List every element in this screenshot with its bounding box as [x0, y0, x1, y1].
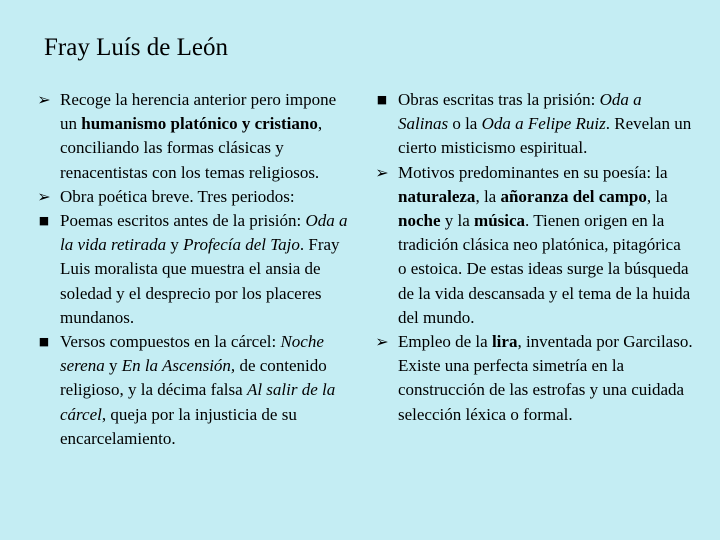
text-segment: Poemas escritos antes de la prisión: — [60, 211, 306, 231]
text-segment: . Revelan un cierto misticismo espiritual. — [398, 114, 692, 158]
text-segment: Profecía del Tajo — [183, 235, 300, 255]
text-segment: Motivos predominantes en su poesía: la — [398, 162, 668, 182]
text-segment: , la — [475, 186, 501, 206]
text-segment: Oda a Salinas — [398, 90, 642, 134]
text-segment: Al salir de la cárcel — [60, 380, 336, 424]
text-segment: y la — [440, 211, 475, 231]
left-column — [33, 88, 353, 451]
text-segment: , inventada por Garcilaso. Existe una perfecta simetría en la construcción de las estrofas y una cuidada selección léxica o formal. — [398, 332, 693, 424]
right-column — [371, 88, 693, 427]
text-segment: humanismo platónico y cristiano — [81, 114, 318, 134]
text-segment: Noche serena — [60, 332, 324, 376]
text-segment: , la — [646, 186, 668, 206]
bullet-item — [371, 330, 693, 427]
bullet-item — [33, 330, 353, 451]
slide-title: Fray Luís de León — [44, 34, 228, 61]
text-segment: y — [104, 356, 122, 376]
text-segment: naturaleza — [398, 186, 476, 206]
text-segment: En la Ascensión, — [121, 356, 236, 376]
square-bullet-icon: ■ — [376, 93, 388, 106]
text-segment: Versos compuestos en la cárcel: — [60, 332, 281, 352]
text-segment: añoranza del campo — [500, 186, 647, 206]
text-segment: , queja por la injusticia de su encarcelamiento. — [60, 404, 297, 448]
text-segment: Oda a Felipe Ruiz — [481, 114, 606, 134]
text-segment: , conciliando las formas clásicas y renacentistas con los temas religiosos. — [60, 114, 323, 182]
text-segment: Empleo de la — [398, 332, 492, 352]
arrow-bullet-icon: ➢ — [375, 332, 389, 352]
text-segment: Obras escritas tras la prisión: — [398, 90, 600, 109]
bullet-item — [33, 88, 353, 185]
arrow-bullet-icon: ➢ — [375, 162, 389, 182]
arrow-bullet-icon: ➢ — [37, 90, 51, 109]
text-segment: . Tienen origen en la tradición clásica neo platónica, pitagórica o estoica. De estas ideas surge la búsqueda de la vida descansada y el tema de la huida del mundo. — [398, 211, 691, 327]
text-segment: noche — [398, 211, 441, 231]
square-bullet-icon: ■ — [38, 335, 50, 349]
text-segment: . Fray Luis moralista que muestra el ansia de soledad y el desprecio por los placeres mundanos. — [60, 235, 340, 327]
bullet-item — [33, 185, 353, 209]
text-segment: lira — [491, 332, 518, 352]
text-segment: Oda a la vida retirada — [60, 211, 348, 255]
text-segment: y — [166, 235, 184, 255]
text-segment: Obra poética breve. Tres periodos: — [60, 186, 295, 206]
bullet-item — [371, 88, 693, 161]
arrow-bullet-icon: ➢ — [37, 186, 51, 206]
bullet-item — [371, 161, 693, 330]
text-segment: de contenido religioso, y la décima falsa — [60, 356, 327, 400]
text-segment: o la — [448, 114, 482, 134]
bullet-item — [33, 209, 353, 330]
text-segment: música — [474, 211, 526, 231]
text-segment: Recoge la herencia anterior pero impone un — [60, 90, 337, 134]
square-bullet-icon: ■ — [38, 214, 50, 228]
